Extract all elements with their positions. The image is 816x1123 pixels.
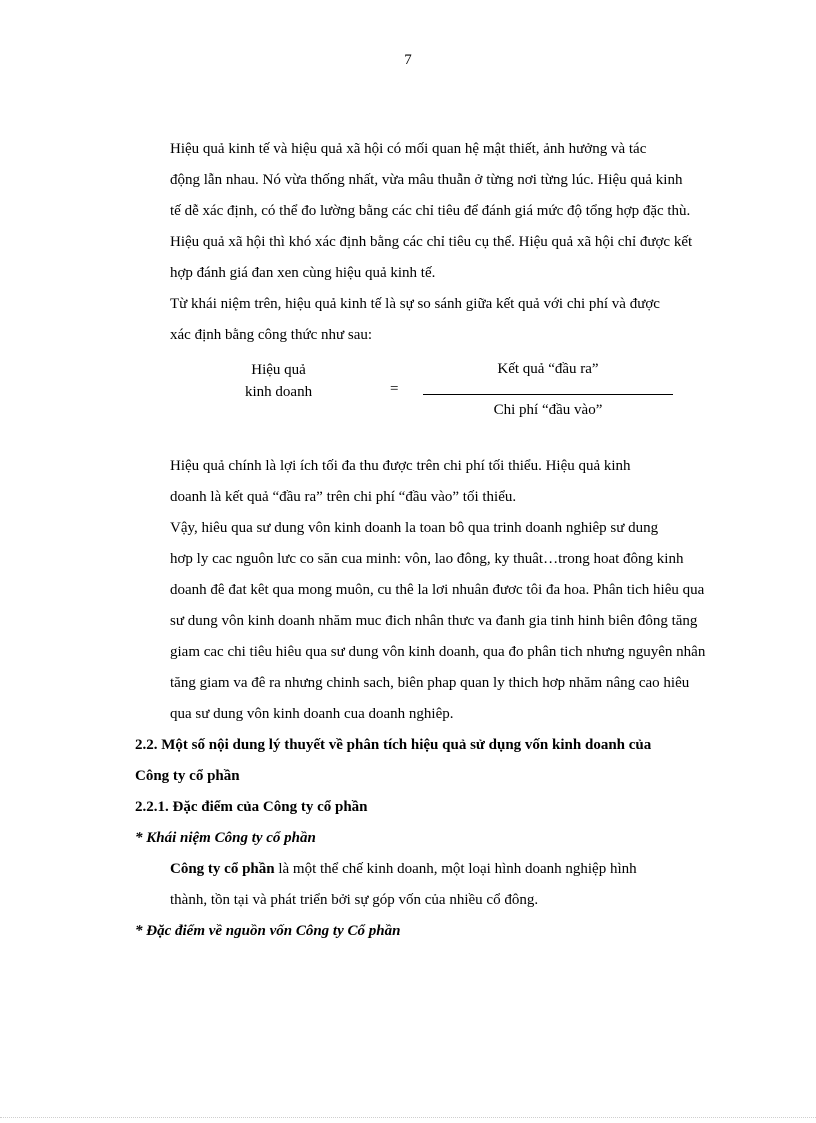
text-line: giam cac chi tiêu hiêu qua sư dung vôn kinh doanh, qua đo phân tich nhưng nguyên nhân bbox=[170, 644, 706, 660]
text-line: Từ khái niệm trên, hiệu quả kinh tế là sự so sánh giữa kết quả với chi phí và được bbox=[170, 296, 660, 312]
text-line: thành, tồn tại và phát triển bởi sự góp vốn của nhiều cổ đông. bbox=[170, 892, 539, 908]
paragraph-efficiency-meaning bbox=[135, 451, 741, 513]
paragraph-economic-social-efficiency bbox=[135, 134, 741, 289]
text-line: Vậy, hiêu qua sư dung vôn kinh doanh la toan bô qua trinh doanh nghiêp sư dung bbox=[170, 520, 659, 536]
text-line: doanh đê đat kêt qua mong muôn, cu thê la lơi nhuân đươc tôi đa hoa. Phân tich hiêu qua bbox=[170, 582, 705, 598]
text-fragment: là một thể chế kinh doanh, một loại hình doanh nghiệp hình bbox=[274, 861, 637, 877]
page-bottom-border bbox=[0, 1117, 816, 1118]
heading-line: Công ty cổ phần bbox=[135, 768, 240, 784]
text-line: hợp đánh giá đan xen cùng hiệu quả kinh tế. bbox=[170, 265, 436, 281]
formula-left-line2: kinh doanh bbox=[245, 384, 313, 400]
formula-denominator: Chi phí “đầu vào” bbox=[493, 402, 603, 418]
subheading-concept: * Khái niệm Công ty cổ phần bbox=[135, 830, 316, 846]
text-line: động lẫn nhau. Nó vừa thống nhất, vừa mâu thuẫn ở từng nơi từng lúc. Hiệu quả kinh bbox=[170, 172, 683, 188]
text-line: doanh là kết quả “đầu ra” trên chi phí “đầu vào” tối thiểu. bbox=[170, 489, 517, 505]
text-line: xác định bằng công thức như sau: bbox=[170, 327, 373, 343]
text-line: Hiệu quả chính là lợi ích tối đa thu được trên chi phí tối thiểu. Hiệu quả kinh bbox=[170, 458, 631, 474]
efficiency-formula bbox=[135, 353, 741, 451]
text-line bbox=[135, 854, 741, 885]
text-line: tăng giam va đê ra nhưng chinh sach, biên phap quan ly thich hơp nhăm nâng cao hiêu bbox=[170, 675, 690, 691]
formula-left-line1: Hiệu quả bbox=[251, 362, 306, 378]
section-heading-2-2 bbox=[135, 730, 741, 792]
text-line: qua sư dung vôn kinh doanh cua doanh nghiêp. bbox=[170, 706, 454, 722]
paragraph-definition bbox=[135, 289, 741, 351]
section-heading-2-2-1: 2.2.1. Đặc điểm của Công ty cổ phần bbox=[135, 799, 368, 815]
text-line: Hiệu quả xã hội thì khó xác định bằng các chỉ tiêu cụ thể. Hiệu quả xã hội chỉ được kết bbox=[170, 234, 693, 250]
page-number: 7 bbox=[404, 52, 412, 68]
text-line: Hiệu quả kinh tế và hiệu quả xã hội có mối quan hệ mật thiết, ảnh hưởng và tác bbox=[170, 141, 647, 157]
text-line: sư dung vôn kinh doanh nhăm muc đich nhân thưc va đanh gia tinh hinh biên đông tăng bbox=[170, 613, 698, 629]
formula-numerator: Kết quả “đầu ra” bbox=[497, 361, 599, 377]
paragraph-capital-usage-analysis bbox=[135, 513, 741, 730]
paragraph-joint-stock-concept bbox=[135, 854, 741, 916]
text-line: tế dễ xác định, có thể đo lường bằng các chỉ tiêu để đánh giá mức độ tổng hợp đặc thù. bbox=[170, 203, 691, 219]
formula-equals-sign: = bbox=[390, 381, 399, 397]
heading-line: 2.2. Một số nội dung lý thuyết về phân tích hiệu quả sử dụng vốn kinh doanh của bbox=[135, 737, 652, 753]
formula-fraction-bar bbox=[423, 394, 673, 395]
bold-term: Công ty cổ phần bbox=[170, 861, 275, 877]
document-body bbox=[135, 134, 741, 947]
text-line: hơp ly cac nguôn lưc co săn cua minh: vôn, lao đông, ky thuât…trong hoat đông kinh bbox=[170, 551, 684, 567]
subheading-capital-source: * Đặc điểm về nguồn vốn Công ty Cổ phần bbox=[135, 923, 401, 939]
formula-left-side bbox=[245, 359, 312, 403]
